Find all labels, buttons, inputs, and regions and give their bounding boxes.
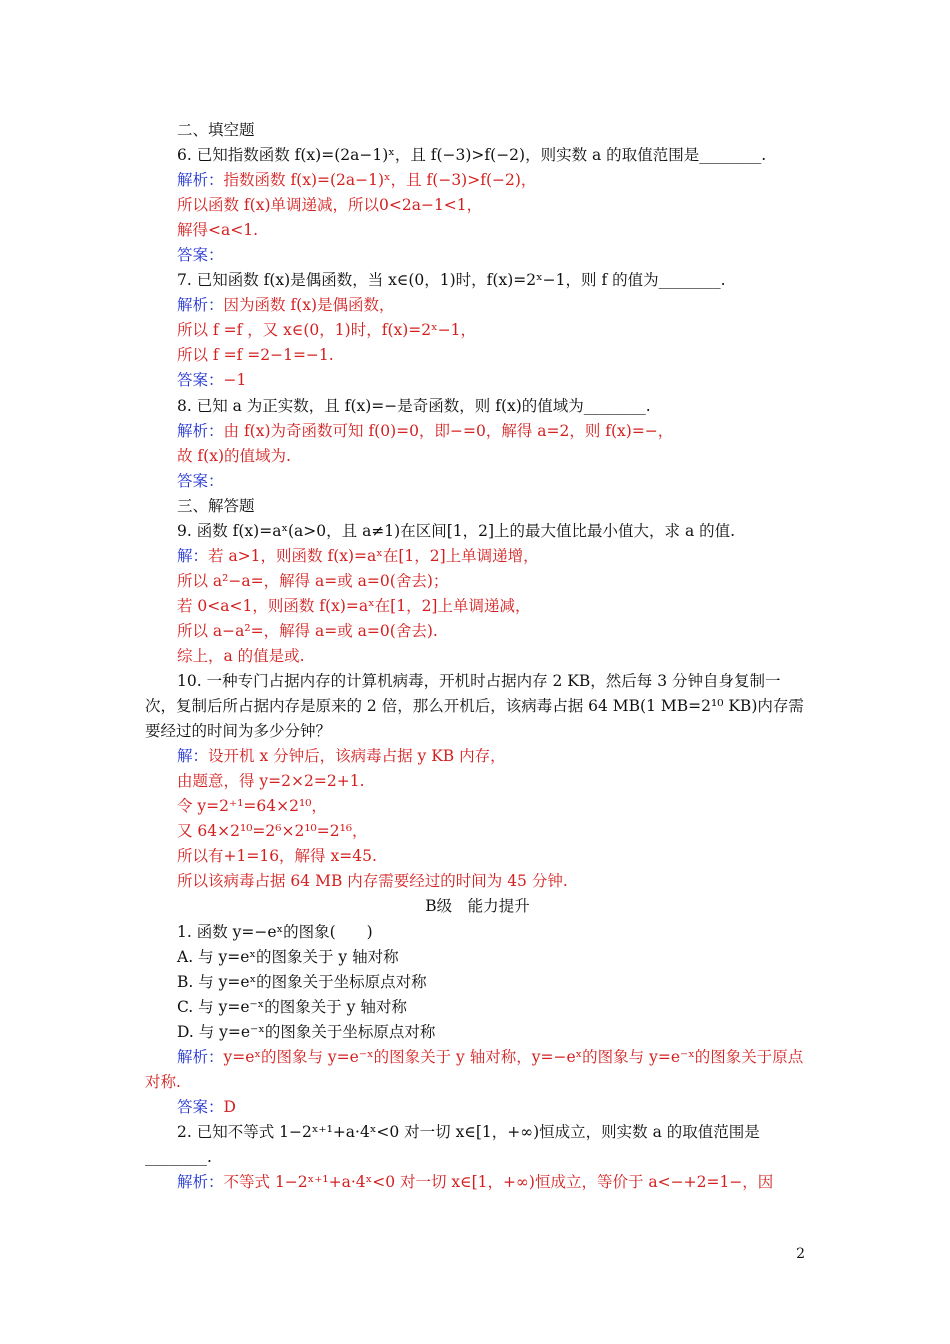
answer-label: 答案： (177, 1097, 224, 1116)
analysis-label: 解析： (177, 421, 224, 440)
b-q1-option-a: A. 与 y=eˣ的图象关于 y 轴对称 (177, 947, 399, 966)
analysis-label: 解析： (177, 1172, 224, 1191)
analysis-label: 解析： (177, 171, 224, 190)
question-7: 7. 已知函数 f(x)是偶函数，当 x∈(0，1)时，f(x)=2ˣ−1，则 f 的值为________. (177, 271, 726, 290)
q7-solution-line-1 (145, 293, 810, 318)
analysis-label: 解析： (177, 296, 224, 315)
question-8: 8. 已知 a 为正实数，且 f(x)=−是奇函数，则 f(x)的值域为________. (177, 396, 651, 415)
b-q1-option-b: B. 与 y=eˣ的图象关于坐标原点对称 (177, 972, 427, 991)
b-q2-solution-line-1 (145, 1170, 810, 1195)
b-question-2: 2. 已知不等式 1−2ˣ⁺¹+a·4ˣ<0 对一切 x∈[1，+∞)恒成立，则实数 a 的取值范围是________. (145, 1122, 760, 1166)
q6-solution-line-1 (145, 168, 810, 193)
q10-solution-line-2: 由题意，得 y=2×2=2+1. (177, 772, 365, 791)
page-number: 2 (796, 1246, 805, 1262)
q9-solution-line-4: 所以 a−a²=，解得 a=或 a=0(舍去). (177, 621, 438, 640)
b-q1-solution (145, 1045, 810, 1095)
q8-answer: 答案： (177, 471, 224, 490)
q7-solution-line-3: 所以 f =f =2−1=−1. (177, 346, 334, 365)
q10-solution-line-3: 令 y=2⁺¹=64×2¹⁰， (177, 797, 327, 816)
q6-solution-line-3: 解得<a<1. (177, 221, 259, 240)
q7-answer-value: −1 (223, 371, 247, 390)
q10-solution-line-4: 又 64×2¹⁰=2⁶×2¹⁰=2¹⁶， (177, 822, 368, 841)
solution-label: 解： (177, 546, 209, 565)
q10-solution-line-5: 所以有+1=16，解得 x=45. (177, 847, 377, 866)
b-q1-solution-text: y=eˣ的图象与 y=e⁻ˣ的图象关于 y 轴对称，y=−eˣ的图象与 y=e⁻ˣ的图象关于原点对称. (145, 1047, 804, 1091)
q9-solution-line-1 (145, 544, 810, 569)
q8-solution-text: 由 f(x)为奇函数可知 f(0)=0，即−=0，解得 a=2，则 f(x)=−， (223, 421, 674, 440)
b-question-1: 1. 函数 y=−eˣ的图象( ) (177, 922, 373, 941)
q8-solution-line-2: 故 f(x)的值域为. (177, 446, 291, 465)
analysis-label: 解析： (177, 1047, 224, 1066)
section-heading-fill-blank: 二、填空题 (177, 121, 255, 139)
q7-solution-text: 因为函数 f(x)是偶函数， (223, 296, 395, 315)
q6-solution-text: 指数函数 f(x)=(2a−1)ˣ，且 f(−3)>f(−2)， (223, 171, 537, 190)
answer-label: 答案： (177, 371, 224, 390)
q8-solution-line-1 (145, 419, 810, 444)
b-q1-option-c: C. 与 y=e⁻ˣ的图象关于 y 轴对称 (177, 997, 407, 1016)
question-9: 9. 函数 f(x)=aˣ(a>0，且 a≠1)在区间[1，2]上的最大值比最小值大，求 a 的值. (177, 521, 736, 540)
q7-answer (145, 368, 810, 393)
q10-solution-line-6: 所以该病毒占据 64 MB 内存需要经过的时间为 45 分钟. (177, 872, 568, 891)
section-heading-solve: 三、解答题 (177, 496, 255, 515)
q6-answer: 答案： (177, 246, 224, 265)
q9-solution-text: 若 a>1，则函数 f(x)=aˣ在[1，2]上单调递增， (208, 546, 539, 565)
question-6: 6. 已知指数函数 f(x)=(2a−1)ˣ，且 f(−3)>f(−2)，则实数 a 的取值范围是________. (177, 146, 767, 165)
q7-solution-line-2: 所以 f =f ，又 x∈(0，1)时，f(x)=2ˣ−1， (177, 321, 477, 340)
q6-solution-line-2: 所以函数 f(x)单调递减，所以0<2a−1<1， (177, 196, 483, 215)
q9-solution-line-5: 综上，a 的值是或. (177, 646, 305, 665)
q10-solution-line-1 (145, 744, 810, 769)
b-q1-answer-value: D (223, 1097, 236, 1116)
q10-solution-text: 设开机 x 分钟后，该病毒占据 y KB 内存， (208, 747, 506, 766)
b-q2-solution-text: 不等式 1−2ˣ⁺¹+a·4ˣ<0 对一切 x∈[1，+∞)恒成立，等价于 a<−+2=1−，因 (223, 1172, 774, 1191)
level-b-heading: B级 能力提升 (425, 897, 530, 916)
b-q1-answer (145, 1095, 810, 1120)
page-content (145, 118, 810, 1195)
question-10: 10. 一种专门占据内存的计算机病毒，开机时占据内存 2 KB，然后每 3 分钟自身复制一次，复制后所占据内存是原来的 2 倍，那么开机后，该病毒占据 64 MB(1 MB=2¹⁰ KB)内存需要经过的时间为多少分钟？ (145, 672, 804, 741)
q9-solution-line-3: 若 0<a<1，则函数 f(x)=aˣ在[1，2]上单调递减， (177, 596, 531, 615)
solution-label: 解： (177, 747, 209, 766)
b-q1-option-d: D. 与 y=e⁻ˣ的图象关于坐标原点对称 (177, 1022, 436, 1041)
q9-solution-line-2: 所以 a²−a=，解得 a=或 a=0(舍去)； (177, 571, 449, 590)
